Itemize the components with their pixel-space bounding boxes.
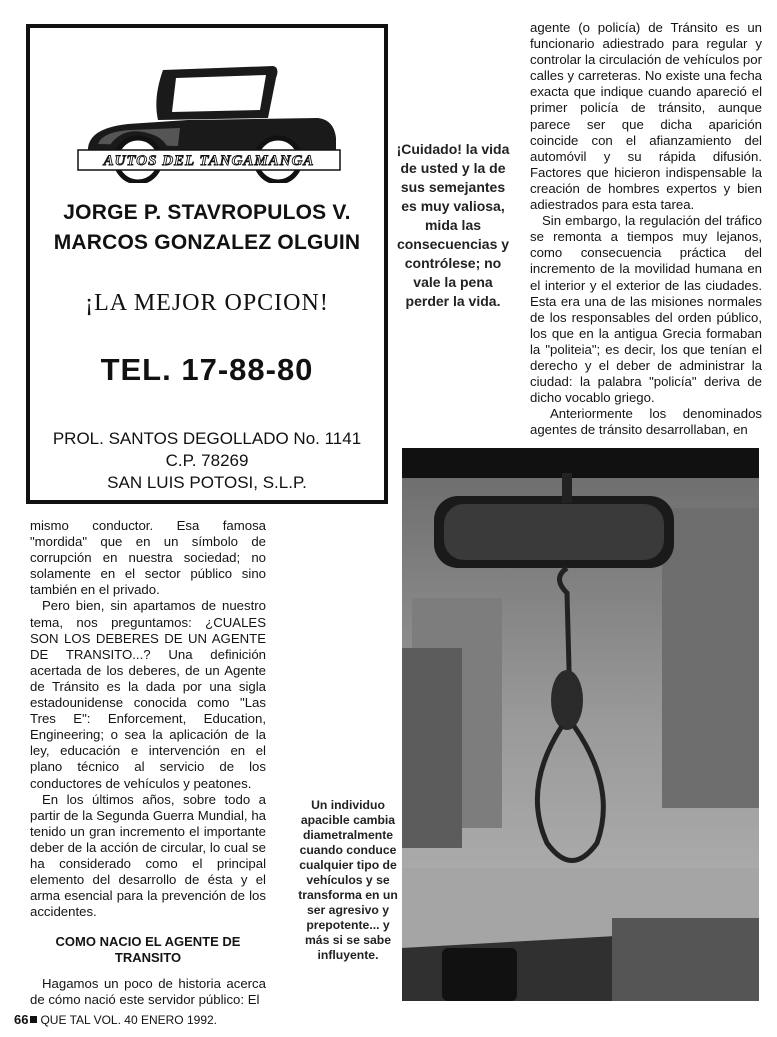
publication-info: QUE TAL VOL. 40 ENERO 1992. (40, 1013, 217, 1027)
owner-name-1: JORGE P. STAVROPULOS V. (63, 201, 351, 224)
ad-owner-names (30, 198, 384, 258)
article-paragraph: Pero bien, sin apartamos de nuestro tema, nos preguntamos: ¿CUALES SON LOS DEBERES DE UN AGENTE DE TRANSITO...? Una definición acertada de los deberes, de un Agente de Tránsito es la dada por una sigla estadounidense conocida como "Las Tres E": Enforcement, Education, Engineering; o sea la aplicación de la ley, educación e intervención en el plano técnico al servicio de los conductores de vehículos y peatones. (30, 598, 266, 791)
vintage-car-logo (68, 58, 348, 183)
address-line-3: SAN LUIS POTOSI, S.L.P. (107, 473, 307, 492)
owner-name-2: MARCOS GONZALEZ OLGUIN (53, 231, 361, 254)
article-left-column (30, 518, 266, 1009)
photo-caption: Un individuo apacible cambia diametralmente cuando conduce cualquier tipo de vehículos y se transforma en un ser agresivo y prepotente... y más si se sabe influyente. (298, 798, 398, 962)
page-number: 66 (14, 1012, 29, 1027)
section-heading: COMO NACIO EL AGENTE DE TRANSITO (55, 934, 241, 966)
article-right-column (530, 20, 762, 438)
article-paragraph: agente (o policía) de Tránsito es un funcionario adiestrado para regular y controlar la circulación de vehículos por calles y carreteras. No existe una fecha exacta que indique cuando apareció el primer policía de tránsito, aunque parece ser que dicha aparición coincide con el afianzamiento del automóvil y su rápida difusión. Factores que hicieron indispensable la creación de hombres expertos y bien adiestrados para esta tarea. (530, 20, 762, 213)
pull-quote: ¡Cuidado! la vida de usted y la de sus semejantes es muy valiosa, mida las consecuencias y contrólese; no vale la pena perder la vida. (396, 141, 510, 309)
ad-address (30, 428, 384, 494)
address-line-1: PROL. SANTOS DEGOLLADO No. 1141 (52, 429, 362, 448)
square-bullet-icon (30, 1016, 37, 1023)
article-paragraph: Anteriormente los denominados agentes de tránsito desarrollaban, en (530, 406, 762, 438)
photo-image (402, 448, 759, 1001)
page-folio (14, 1012, 217, 1027)
ad-phone: TEL. 17-88-80 (100, 352, 314, 387)
rearview-mirror-photo (402, 448, 759, 1001)
logo-text: AUTOS DEL TANGAMANGA (103, 153, 315, 169)
ad-slogan: ¡LA MEJOR OPCION! (85, 290, 329, 316)
article-paragraph: Hagamos un poco de historia acerca de cómo nació este servidor público: El (30, 976, 266, 1008)
advertisement-box (26, 24, 388, 504)
article-paragraph: Sin embargo, la regulación del tráfico se remonta a tiempos muy lejanos, como consecuencia práctica del incremento de la movilidad humana en el interior y el exterior de las ciudades. Esta era una de las misiones normales de los responsables del orden público, los que en la antigua Grecia formaban la "politeia"; es decir, los que tenían el derecho y el deber de administrar la ciudad: la palabra "policía" deriva de dicho vocablo griego. (530, 213, 762, 406)
article-paragraph: En los últimos años, sobre todo a partir de la Segunda Guerra Mundial, ha tenido un gran incremento el importante deber de la acción de circular, lo cual se ha considerado como el principal elemento del desarrollo de ésta y el arma esencial para la prevención de los accidentes. (30, 791, 266, 920)
article-paragraph: mismo conductor. Esa famosa "mordida" que en un símbolo de corrupción en nuestra sociedad; no solamente en el sector público sino también en el privado. (30, 518, 266, 598)
address-line-2: C.P. 78269 (165, 451, 249, 470)
